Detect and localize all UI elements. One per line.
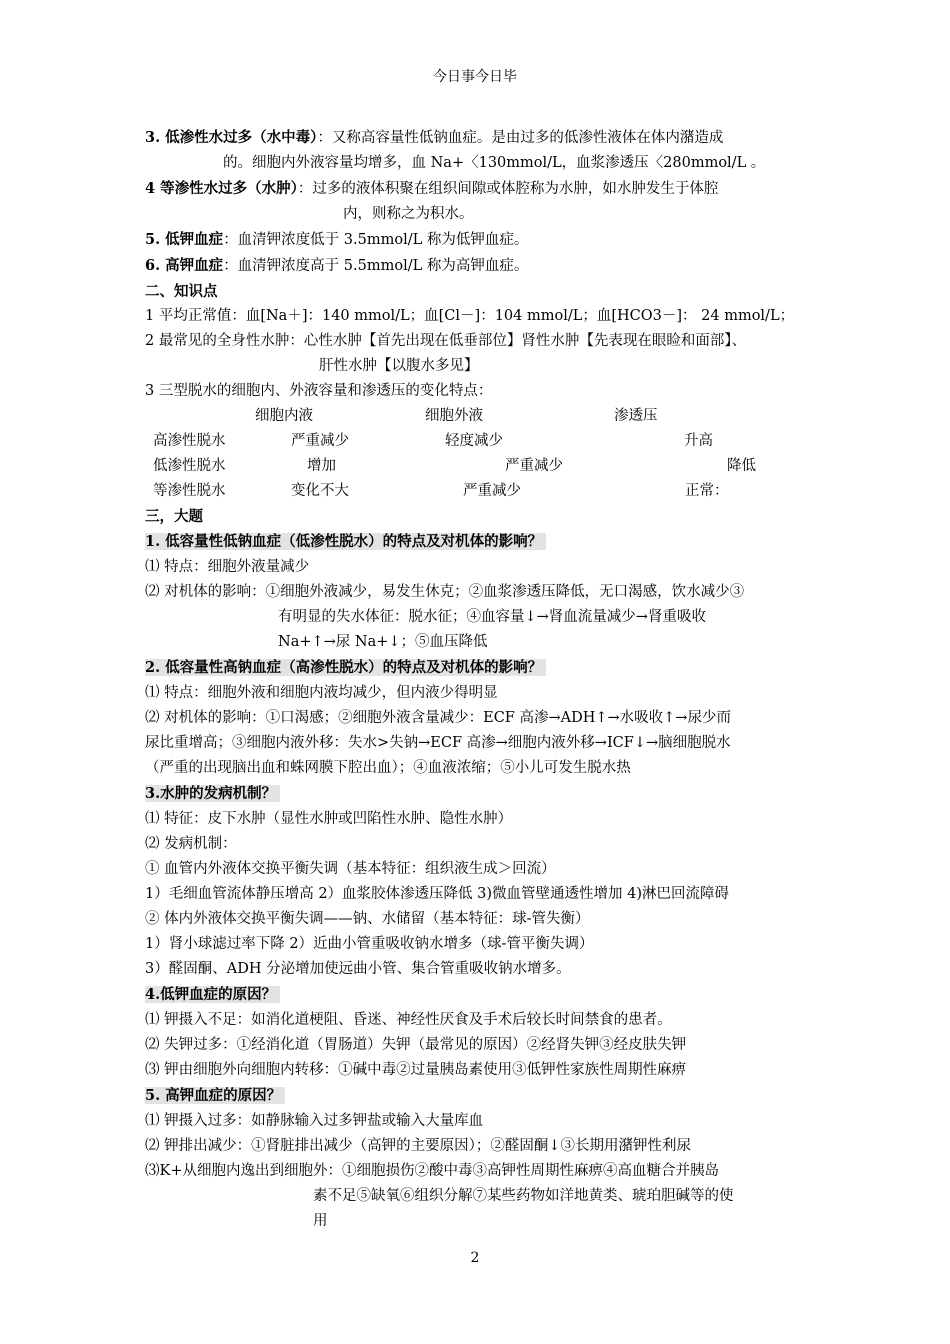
question-5-answer-cont: 用 (313, 1213, 328, 1229)
definition-4-cont: 内，则称之为积水。 (343, 206, 474, 222)
knowledge-point-3: 3 三型脱水的细胞内、外液容量和渗透压的变化特点： (145, 383, 493, 399)
question-3-answer: ② 体内外液体交换平衡失调——钠、水储留（基本特征：球-管失衡） (145, 911, 590, 927)
question-3-answer: ⑴ 特征：皮下水肿（显性水肿或凹陷性水肿、隐性水肿） (145, 811, 513, 827)
question-1-answer-2-cont: Na+↑→尿 Na+↓；⑤血压降低 (278, 634, 488, 650)
question-2-title-row (145, 655, 810, 681)
table-cell: 降低 (727, 458, 756, 474)
table-header-extracellular: 细胞外液 (425, 408, 483, 424)
table-cell: 轻度减少 (445, 433, 503, 449)
page-number: 2 (470, 1250, 480, 1266)
question-1-title: 1. 低容量性低钠血症（低渗性脱水）的特点及对机体的影响？ (145, 533, 546, 550)
question-5-answer: ⑶K+从细胞内逸出到细胞外：①细胞损伤②酸中毒③高钾性周期性麻痹④高血糖合并胰岛 (145, 1163, 719, 1179)
table-cell: 低渗性脱水 (153, 458, 226, 474)
question-5-title: 5. 高钾血症的原因？ (145, 1087, 285, 1104)
question-5-answer: ⑴ 钾摄入过多：如静脉输入过多钾盐或输入大量库血 (145, 1113, 484, 1129)
definition-3-text: ：又称高容量性低钠血症。是由过多的低渗性液体在体内潴造成 (317, 130, 724, 146)
table-cell: 正常： (685, 483, 729, 499)
question-2-answer-2: ⑵ 对机体的影响：①口渴感；②细胞外液含量减少：ECF 高渗→ADH↑→水吸收↑→尿少而 (145, 710, 731, 726)
definition-6-title: 6. 高钾血症 (145, 257, 224, 274)
question-3-answer: 1）毛细血管流体静压增高 2）血浆胶体渗透压降低 3)微血管壁通透性增加 4)淋巴回流障碍 (145, 886, 730, 902)
question-5-answer-cont: 素不足⑤缺氧⑥组织分解⑦某些药物如洋地黄类、琥珀胆碱等的使 (313, 1188, 734, 1204)
table-cell: 严重减少 (505, 458, 563, 474)
question-4-title: 4.低钾血症的原因？ (145, 986, 280, 1003)
section-3-title: 三，大题 (145, 508, 203, 525)
question-1-answer-2-cont: 有明显的失水体征：脱水征；④血容量↓→肾血流量减少→肾重吸收 (278, 609, 706, 625)
question-5-answer: ⑵ 钾排出减少：①肾脏排出减少（高钾的主要原因）；②醛固酮↓③长期用潴钾性利尿 (145, 1138, 692, 1154)
question-3-answer: 3）醛固酮、ADH 分泌增加使远曲小管、集合管重吸收钠水增多。 (145, 961, 571, 977)
question-1-answer-1: ⑴ 特点：细胞外液量减少 (145, 559, 310, 575)
definition-5-title: 5. 低钾血症 (145, 231, 224, 248)
question-1-title-row (145, 529, 810, 555)
definition-3 (145, 125, 810, 151)
dehydration-table (145, 404, 810, 504)
table-cell: 高渗性脱水 (153, 433, 226, 449)
table-cell: 增加 (307, 458, 336, 474)
question-4-title-row (145, 982, 810, 1008)
question-4-answer: ⑶ 钾由细胞外向细胞内转移：①碱中毒②过量胰岛素使用③低钾性家族性周期性麻痹 (145, 1062, 687, 1078)
question-2-answer-2-cont: （严重的出现脑出血和蛛网膜下腔出血）；④血液浓缩；⑤小儿可发生脱水热 (145, 760, 631, 776)
question-3-answer: 1）肾小球滤过率下降 2）近曲小管重吸收钠水增多（球-管平衡失调） (145, 936, 594, 952)
knowledge-point-2: 2 最常见的全身性水肿：心性水肿【首先出现在低垂部位】肾性水肿【先表现在眼睑和面部】、 (145, 333, 747, 349)
question-4-answer: ⑵ 失钾过多：①经消化道（胃肠道）失钾（最常见的原因）②经肾失钾③经皮肤失钾 (145, 1037, 687, 1053)
question-5-title-row (145, 1083, 810, 1109)
question-4-answer: ⑴ 钾摄入不足：如消化道梗阻、昏迷、神经性厌食及手术后较长时间禁食的患者。 (145, 1012, 672, 1028)
section-2-title: 二、知识点 (145, 283, 218, 300)
definition-5 (145, 227, 810, 253)
table-cell: 升高 (684, 433, 713, 449)
definition-3-cont: 的。细胞内外液容量均增多，血 Na+〈130mmol/L，血浆渗透压〈280mmol/L 。 (223, 155, 766, 171)
question-3-title-row (145, 781, 810, 807)
definition-5-text: ：血清钾浓度低于 3.5mmol/L 称为低钾血症。 (223, 232, 529, 248)
table-cell: 严重减少 (463, 483, 521, 499)
question-2-title: 2. 低容量性高钠血症（高渗性脱水）的特点及对机体的影响？ (145, 659, 546, 676)
definition-3-title: 3. 低渗性水过多（水中毒） (145, 129, 318, 146)
question-3-answer: ① 血管内外液体交换平衡失调（基本特征：组织液生成＞回流） (145, 861, 556, 877)
table-header-osmotic: 渗透压 (614, 408, 658, 424)
question-2-answer-2-cont: 尿比重增高；③细胞内液外移：失水>失钠→ECF 高渗→细胞内液外移→ICF↓→脑细胞脱水 (145, 735, 731, 751)
knowledge-point-1: 1 平均正常值：血[Na＋]：140 mmol/L；血[Cl－]：104 mmol/L；血[HCO3－]： 24 mmol/L； (145, 308, 795, 324)
definition-6-text: ：血清钾浓度高于 5.5mmol/L 称为高钾血症。 (223, 258, 529, 274)
question-3-answer: ⑵ 发病机制： (145, 836, 237, 852)
question-1-answer-2: ⑵ 对机体的影响：①细胞外液减少，易发生休克；②血浆渗透压降低，无口渴感，饮水减少③ (145, 584, 745, 600)
definition-4-text: ：过多的液体积聚在组织间隙或体腔称为水肿，如水肿发生于体腔 (297, 181, 719, 197)
definition-6 (145, 253, 810, 279)
table-cell: 严重减少 (291, 433, 349, 449)
question-2-answer-1: ⑴ 特点：细胞外液和细胞内液均减少，但内液少得明显 (145, 685, 498, 701)
page-header: 今日事今日毕 (433, 69, 517, 85)
table-cell: 变化不大 (291, 483, 349, 499)
definition-4-title: 4 等渗性水过多（水肿） (145, 180, 298, 197)
table-header-intracellular: 细胞内液 (255, 408, 313, 424)
knowledge-point-2-cont: 肝性水肿【以腹水多见】 (319, 358, 479, 374)
definition-4 (145, 176, 810, 202)
table-cell: 等渗性脱水 (153, 483, 226, 499)
question-3-title: 3.水肿的发病机制？ (145, 785, 280, 802)
page-content (145, 125, 810, 1234)
